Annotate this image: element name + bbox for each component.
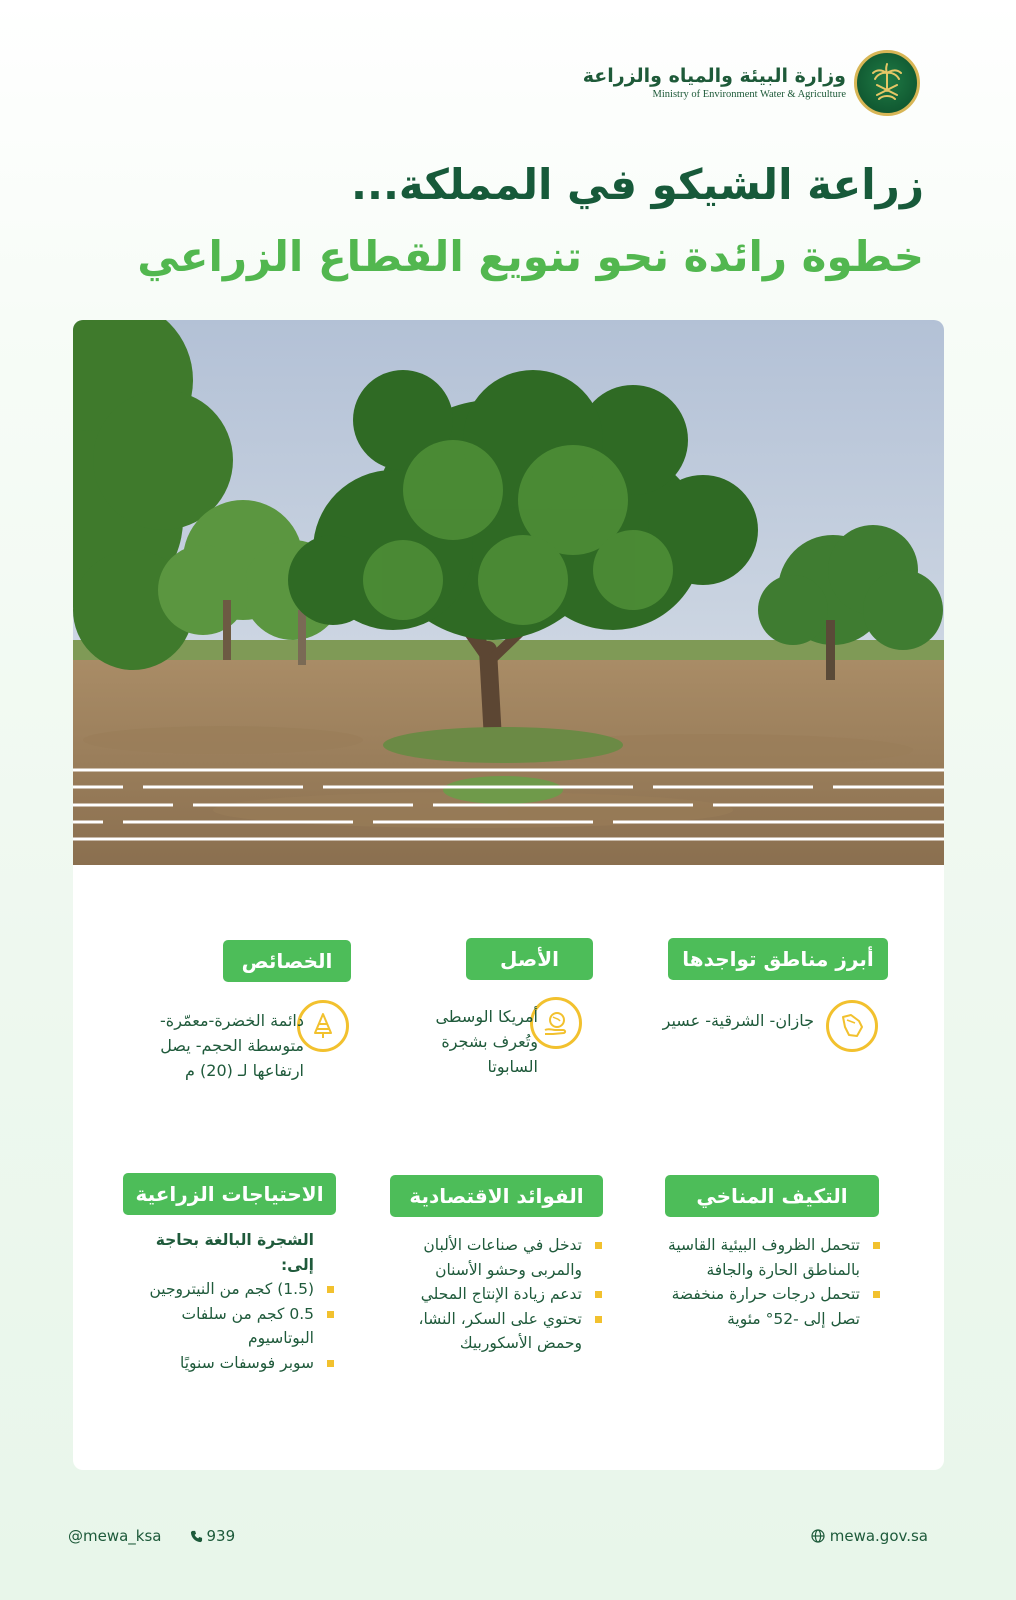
climate-heading: التكيف المناخي — [665, 1175, 879, 1217]
agri-needs-items — [126, 1277, 336, 1375]
list-item: 0.5 كجم من سلفات البوتاسيوم — [126, 1302, 336, 1351]
saudi-map-icon — [826, 1000, 878, 1052]
website-url[interactable]: mewa.gov.sa — [829, 1527, 928, 1545]
agri-needs-heading: الاحتياجات الزراعية — [123, 1173, 336, 1215]
agri-needs-list — [126, 1228, 336, 1375]
economic-heading: الفوائد الاقتصادية — [390, 1175, 603, 1217]
traits-text-line: ارتفاعها لـ (20) م — [185, 1061, 304, 1080]
social-handle-link[interactable] — [68, 1527, 162, 1545]
origin-text-line: أمريكا الوسطى — [435, 1007, 538, 1026]
list-item: تدخل في صناعات الألبان والمربى وحشو الأسنان — [394, 1233, 604, 1282]
phone-number[interactable]: 939 — [206, 1527, 236, 1545]
regions-heading: أبرز مناطق تواجدها — [668, 938, 888, 980]
social-handle[interactable]: @mewa_ksa — [68, 1527, 162, 1545]
phone-icon — [190, 1530, 203, 1543]
footer-contacts — [68, 1527, 235, 1545]
list-item: تحتوي على السكر، النشا، وحمض الأسكوربيك — [394, 1307, 604, 1356]
sapodilla-tree-photo — [73, 320, 944, 865]
traits-text-line: دائمة الخضرة-معمّرة- — [160, 1011, 304, 1030]
traits-heading: الخصائص — [223, 940, 351, 982]
origin-text — [398, 1004, 538, 1079]
climate-list — [662, 1233, 882, 1331]
palm-emblem-icon — [854, 50, 920, 116]
website-link[interactable] — [811, 1527, 928, 1545]
traits-text — [124, 1008, 304, 1083]
phone-link[interactable] — [190, 1527, 236, 1545]
origin-text-line: السابوتا — [487, 1057, 538, 1076]
list-item: تتحمل الظروف البيئية القاسية بالمناطق الحارة والجافة — [662, 1233, 882, 1282]
page-title: زراعة الشيكو في المملكة... — [351, 160, 924, 209]
tree-icon — [297, 1000, 349, 1052]
origin-text-line: وتُعرف بشجرة — [441, 1032, 538, 1051]
economic-list — [394, 1233, 604, 1356]
ministry-name-arabic: وزارة البيئة والمياه والزراعة — [582, 65, 846, 88]
list-item: تتحمل درجات حرارة منخفضة تصل إلى -52° مئوية — [662, 1282, 882, 1331]
list-item: (1.5) كجم من النيتروجين — [126, 1277, 336, 1302]
info-card — [73, 320, 944, 1470]
regions-text: جازان- الشرقية- عسير — [662, 1011, 814, 1030]
page-subtitle: خطوة رائدة نحو تنويع القطاع الزراعي — [137, 232, 924, 281]
traits-text-line: متوسطة الحجم- يصل — [160, 1036, 304, 1055]
ministry-logo — [583, 50, 920, 116]
ministry-name — [583, 66, 846, 100]
globe-icon — [811, 1529, 825, 1543]
origin-heading: الأصل — [466, 938, 593, 980]
ministry-name-english: Ministry of Environment Water & Agriculture — [652, 88, 846, 100]
agri-needs-intro: الشجرة البالغة بحاجة إلى: — [155, 1231, 314, 1274]
list-item: سوبر فوسفات سنويًا — [126, 1351, 336, 1376]
list-item: تدعم زيادة الإنتاج المحلي — [394, 1282, 604, 1307]
